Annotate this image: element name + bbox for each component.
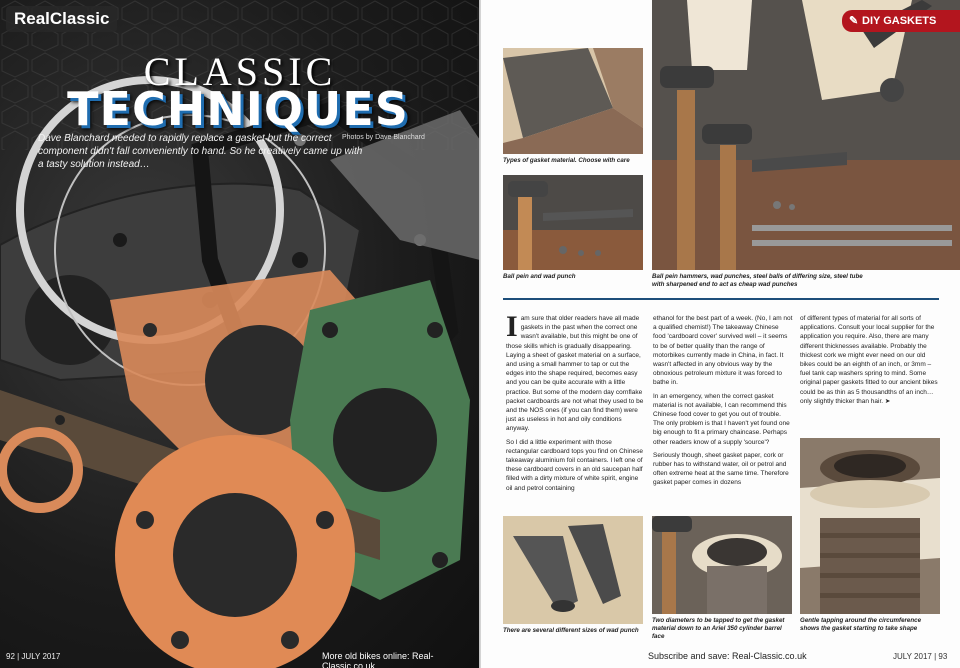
caption-cylinder-gasket: Two diameters to be tapped to get the gasket material down to an Ariel 350 cylinder barrel face (652, 617, 785, 640)
photo-credit: Photos by Dave Blanchard (342, 134, 425, 141)
photo-gasket-taking-shape (800, 438, 940, 614)
spanner-icon: ✎ (849, 15, 859, 27)
wad-punch-image (503, 516, 643, 624)
col2-para1: ethanol for the best part of a week. (No, I am not a qualified chemist!) The takeaway Chinese food 'cardboard cover' survived well – it seems to be of better quality than the range of motorbikes currently made in China, in fact. It wasn't affected in any obvious way by the obnoxious petroleum mixture it was forced to bathe in. (653, 315, 793, 387)
standfirst: Dave Blanchard needed to rapidly replace a gasket but the correct component didn't fall conveniently to hand. So he creatively came up with a tasty solution instead… (38, 133, 363, 170)
photo-cylinder-gasket (652, 516, 792, 614)
caption-ball-pein: Ball pein and wad punch (503, 273, 576, 280)
caption-gasket-taking-shape: Gentle tapping around the circumference shows the gasket starting to take shape (800, 617, 922, 632)
photo-gasket-material (503, 48, 643, 154)
section-tag (842, 10, 960, 32)
body-column-2 (653, 314, 793, 492)
col1-para1: am sure that older readers have all made gaskets in the past when the correct one wasn't available, but this might be one of those skills which is gradually disappearing. Laying a sheet of gasket material on a surface, and using a small hammer to tap or cut the edges into the shape required, becomes easy and you can be quite accurate with a little practice. But some of the modern day cornflake packet cardboards are not what they used to be and the NOS ones (if you can find them) were just as useless in hot and oily conditions anyway. (506, 315, 644, 433)
col2-para3: Seriously though, sheet gasket paper, cork or rubber has to withstand water, oil or petrol and often extreme heat at the same time. Therefore gasket paper comes in dozens (653, 451, 789, 487)
caption-hammers-punches: Ball pein hammers, wad punches, steel balls of differing size, steel tube with sharpened end to act as cheap wad punches (652, 273, 863, 288)
title-classic: CLASSIC (143, 49, 337, 94)
website-promo-left: More old bikes online: Real-Classic.co.uk (322, 651, 434, 668)
ball-pein-image (503, 175, 643, 270)
page-folio-left: 92 | JULY 2017 (6, 652, 61, 661)
section-tag-label: DIY GASKETS (862, 15, 937, 27)
col3-para1: of different types of material for all sorts of applications. Consult your local supplier for the application you require. Also, there are many different thicknesses available. Probably the thickest cork we might ever need on our old bikes could be an eighth of an inch, or 3mm – fuel tank cap washers spring to mind. Some original paper gaskets fitted to our ancient bikes could be as thin as 5 thousandths of an inch… only slightly thicker than hair. ➤ (800, 315, 938, 405)
caption-gasket-material: Types of gasket material. Choose with care (503, 157, 630, 164)
body-column-1 (506, 310, 646, 497)
col1-para2: So I did a little experiment with those rectangular cardboard tops you find on Chinese takeaway aluminium foil containers. I left one of these cardboard covers in an old saucepan half filled with a dirty mixture of white spirit, engine oil and petrol containing (506, 438, 643, 492)
cylinder-gasket-image (652, 516, 792, 614)
website-promo-right: Subscribe and save: Real-Classic.co.uk (648, 651, 807, 661)
photo-hammers-punches (652, 0, 960, 270)
caption-wad-punch-sizes: There are several different sizes of wad punch (503, 627, 639, 634)
photo-wad-punch-sizes (503, 516, 643, 624)
gasket-shape-image (800, 438, 940, 614)
masthead-logo: RealClassic (6, 6, 117, 32)
page-folio-right: JULY 2017 | 93 (893, 652, 948, 661)
title-techniques: TECHNIQUES (67, 82, 409, 136)
hammers-image (652, 0, 960, 270)
col2-para2: In an emergency, when the correct gasket material is not available, I can recommend this Chinese food cover to get you out of trouble. The only problem is that I haven't yet found one big enough to fit a primary chaincase. Perhaps other readers know of a supply 'source'? (653, 392, 790, 446)
photo-ball-pein-wad-punch (503, 175, 643, 270)
section-rule (503, 298, 939, 300)
body-column-3 (800, 314, 940, 410)
dropcap: I (506, 310, 518, 343)
gasket-material-image (503, 48, 643, 154)
